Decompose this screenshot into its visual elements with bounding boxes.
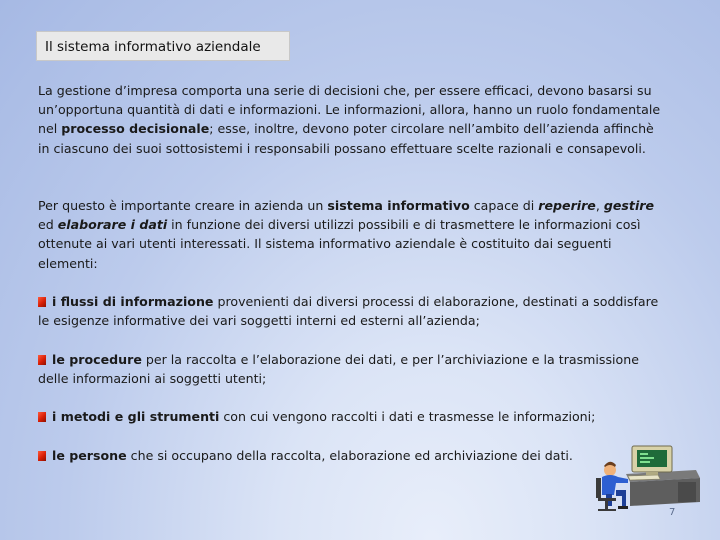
p2-bold-italic-elaborare: elaborare i dati xyxy=(57,217,168,233)
p2-text-4: ed xyxy=(38,217,58,233)
intro-paragraph xyxy=(38,81,663,158)
p2-text-2: capace di xyxy=(469,198,539,213)
list-item-bold: le procedure xyxy=(52,352,142,367)
list-item-bold: i metodi e gli strumenti xyxy=(52,409,220,424)
list-item-text: per la raccolta e l’elaborazione dei dati, e per l’archiviazione e la trasmissione delle informazioni ai soggetti utenti; xyxy=(38,352,639,387)
bullet-icon xyxy=(38,412,46,422)
person-at-computer-icon xyxy=(596,444,700,514)
p2-text-5: in funzione dei diversi utilizzi possibili e di trasmettere le informazioni così ottenute ai vari utenti interessati. Il sistema informativo aziendale è costituito dai seguenti elementi: xyxy=(38,217,641,271)
list-item-bold: i flussi di informazione xyxy=(52,294,214,309)
page-number: 7 xyxy=(669,507,676,518)
bullet-icon xyxy=(38,297,46,307)
p1-bold-processo-decisionale: processo decisionale xyxy=(61,121,210,137)
bullet-icon xyxy=(38,451,46,461)
list-item-bold: le persone xyxy=(52,448,127,463)
list-item xyxy=(38,446,668,465)
slide-title: Il sistema informativo aziendale xyxy=(36,31,290,61)
list-item-text: con cui vengono raccolti i dati e trasmesse le informazioni; xyxy=(219,409,596,424)
p1-text-2: ; esse, inoltre, devono poter circolare nell’ambito dell’azienda affinchè in ciascuno dei suoi sottosistemi i responsabili possano effettuare scelte razionali e consapevoli. xyxy=(38,121,654,156)
list-item xyxy=(38,350,668,388)
list-item xyxy=(38,292,668,330)
list-item-text: che si occupano della raccolta, elaborazione ed archiviazione dei dati. xyxy=(126,448,573,463)
second-paragraph xyxy=(38,196,663,273)
bullet-icon xyxy=(38,355,46,365)
p2-bold-italic-reperire: reperire xyxy=(538,198,596,213)
p2-bold-sistema-informativo: sistema informativo xyxy=(327,198,470,213)
list-item xyxy=(38,407,668,426)
p2-bold-italic-gestire: gestire xyxy=(603,198,655,213)
p2-text-3: , xyxy=(595,198,604,213)
p1-text-1: La gestione d’impresa comporta una serie di decisioni che, per essere efficaci, devono basarsi su un’opportuna quantità di dati e informazioni. Le informazioni, allora, hanno un ruolo fondamentale nel xyxy=(38,83,661,137)
p2-text-1: Per questo è importante creare in azienda un xyxy=(38,198,328,213)
list-item-text: provenienti dai diversi processi di elaborazione, destinati a soddisfare le esigenze informative dei vari soggetti interni ed esterni all’azienda; xyxy=(38,294,659,329)
